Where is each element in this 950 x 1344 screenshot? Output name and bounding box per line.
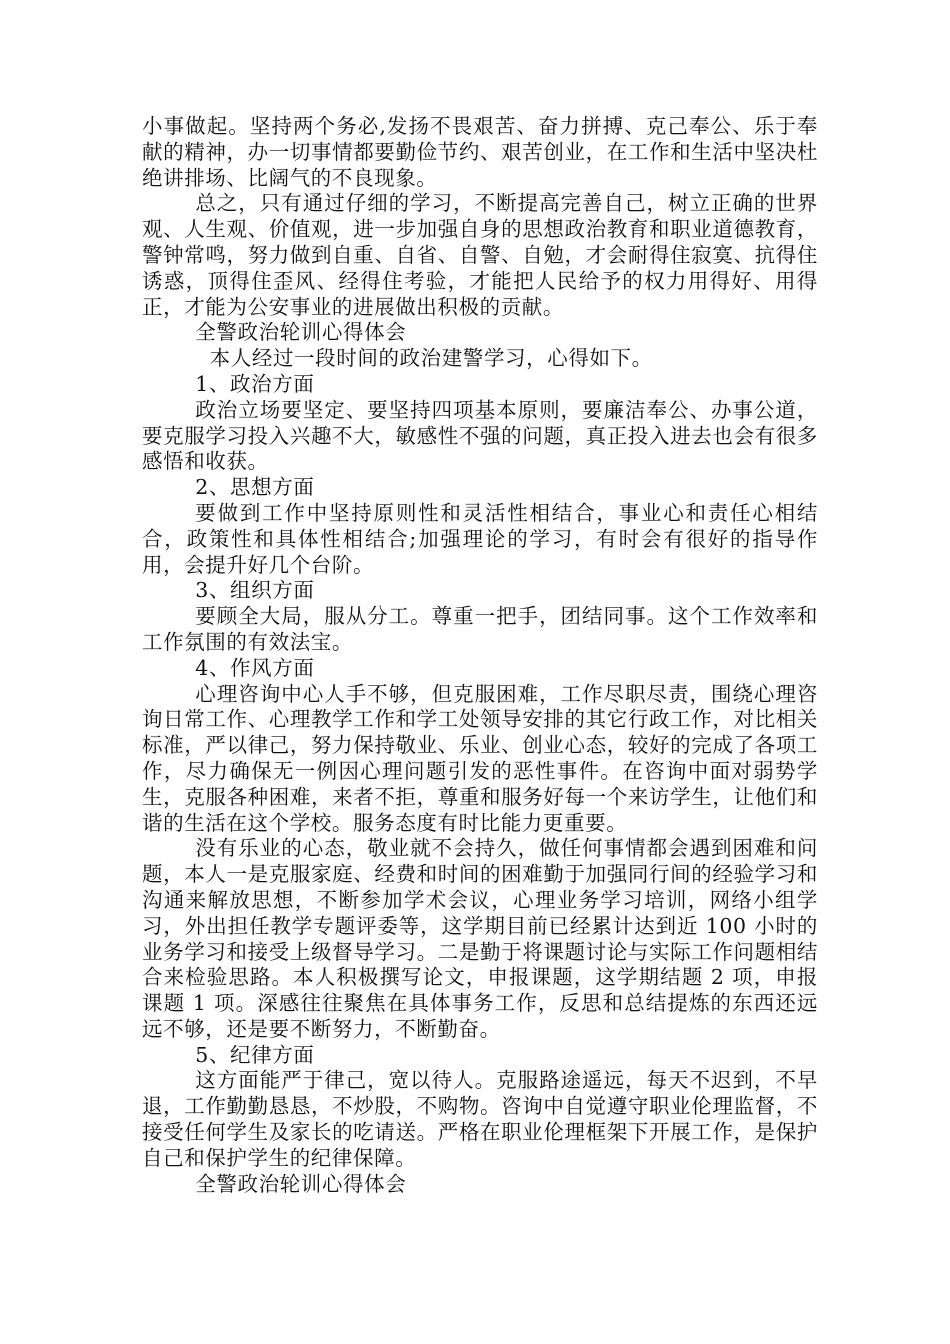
paragraph-intro-continuation: 小事做起。坚持两个务必,发扬不畏艰苦、奋力拼搏、克己奉公、乐于奉献的精神，办一切事情都要勤俭节约、艰苦创业，在工作和生活中坚决杜绝讲排场、比阔气的不良现象。	[142, 114, 818, 190]
heading-politics: 1、政治方面	[195, 371, 315, 396]
paragraph-organization: 要顾全大局，服从分工。尊重一把手，团结同事。这个工作效率和工作氛围的有效法宝。	[142, 604, 818, 654]
paragraph-politics: 政治立场要坚定、要坚持四项基本原则，要廉洁奉公、办事公道，要克服学习投入兴趣不大，敏感性不强的问题，真正投入进去也会有很多感悟和收获。	[142, 397, 818, 474]
paragraph-opening: 本人经过一段时间的政治建警学习，心得如下。	[209, 346, 653, 371]
paragraph-summary: 总之，只有通过仔细的学习，不断提高完善自己，树立正确的世界观、人生观、价值观，进一步加强自身的思想政治教育和职业道德教育，警钟常鸣，努力做到自重、自省、自警、自勉，才会耐得住寂寞、抗得住诱惑，顶得住歪风、经得住考验，才能把人民给予的权力用得好、用得正，才能为公安事业的进展做出积极的贡献。	[142, 191, 818, 319]
heading-style: 4、作风方面	[195, 655, 315, 680]
paragraph-thinking: 要做到工作中坚持原则性和灵活性相结合，事业心和责任心相结合，政策性和具体性相结合;加强理论的学习，有时会有很好的指导作用，会提升好几个台阶。	[142, 500, 818, 577]
section-title-repeat: 全警政治轮训心得体会	[195, 1171, 407, 1196]
paragraph-discipline: 这方面能严于律己，宽以待人。克服路途遥远，每天不迟到，不早退，工作勤勤恳恳，不炒股，不购物。咨询中自觉遵守职业伦理监督，不接受任何学生及家长的吃请送。严格在职业伦理框架下开展工作，是保护自己和保护学生的纪律保障。	[142, 1068, 818, 1170]
document-body	[142, 114, 818, 1197]
section-title: 全警政治轮训心得体会	[195, 320, 407, 345]
paragraph-style-1: 心理咨询中心人手不够，但克服困难，工作尽职尽责，围绕心理咨询日常工作、心理教学工作和学工处领导安排的其它行政工作，对比相关标准，严以律己，努力保持敬业、乐业、创业心态，较好的完成了各项工作，尽力确保无一例因心理问题引发的恶性事件。在咨询中面对弱势学生，克服各种困难，来者不拒，尊重和服务好每一个来访学生，让他们和谐的生活在这个学校。服务态度有时比能力更重要。	[142, 681, 818, 835]
heading-discipline: 5、纪律方面	[195, 1042, 315, 1067]
heading-organization: 3、组织方面	[195, 578, 315, 603]
paragraph-style-2: 没有乐业的心态，敬业就不会持久，做任何事情都会遇到困难和问题，本人一是克服家庭、经费和时间的困难勤于加强同行间的经验学习和沟通来解放思想，不断参加学术会议，心理业务学习培训，网络小组学习，外出担任教学专题评委等，这学期目前已经累计达到近 100 小时的业务学习和接受上级督导学习。二是勤于将课题讨论与实际工作问题相结合来检验思路。本人积极撰写论文，申报课题，这学期结题 2 项，申报课题 1 项。深感往往聚焦在具体事务工作，反思和总结提炼的东西还远远不够，还是要不断努力，不断勤奋。	[142, 836, 818, 1041]
heading-thinking: 2、思想方面	[195, 475, 315, 500]
